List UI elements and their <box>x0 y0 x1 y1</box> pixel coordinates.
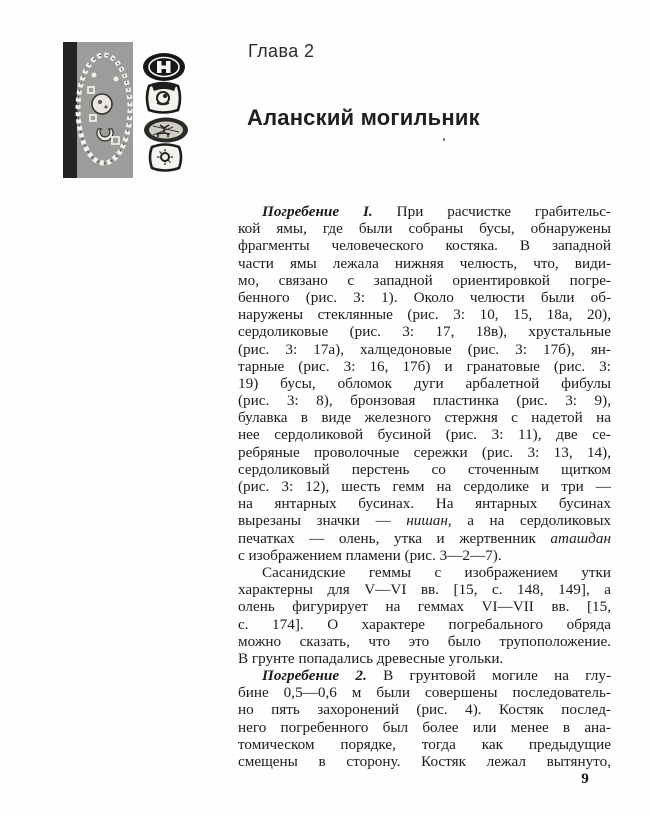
page-title: Аланский могильник <box>247 105 480 130</box>
text-segment: , а на сердоликовых <box>447 512 611 530</box>
text-segment: В грунтовой могиле на глу- <box>366 667 611 685</box>
text-line <box>238 220 611 237</box>
chapter-label: Глава 2 <box>248 41 315 61</box>
text-segment: сердоликовый перстень со сточенным щитком <box>238 460 611 478</box>
text-segment: аташдан <box>550 529 611 547</box>
text-segment: тарные (рис. 3: 16, 17б) и гранатовые (рис. 3: <box>238 357 611 375</box>
text-segment: булавка в виде железного стержня с надетой на <box>238 409 611 427</box>
seal-oval-icon <box>143 53 185 81</box>
text-segment: печатках — олень, утка и жертвенник <box>238 529 551 547</box>
text-line <box>238 701 611 718</box>
text-segment: Сасанидские геммы с изображением утки <box>262 563 611 581</box>
text-line <box>238 667 611 684</box>
text-segment: можно сказать, что это было трупоположение. <box>238 632 611 650</box>
text-line <box>238 272 611 289</box>
text-segment: него погребенного был более или менее в ана- <box>238 718 611 736</box>
text-segment: Погребение 2. <box>262 667 367 685</box>
text-line <box>238 633 611 650</box>
text-line <box>238 478 611 495</box>
text-segment: фрагменты человеческого костяка. В западной <box>238 237 611 255</box>
text-line <box>238 237 611 254</box>
text-segment: но пять захоронений (рис. 4). Костяк послед- <box>238 701 611 719</box>
text-segment: В грунте попадались древесные угольки. <box>238 649 504 667</box>
text-line <box>238 323 611 340</box>
text-segment: части ямы лежала нижняя челюсть, что, види- <box>238 254 611 272</box>
figure-dark-strip <box>63 42 79 178</box>
text-segment: При расчистке грабительс- <box>372 203 611 220</box>
text-segment: на янтарных бусинах. На янтарных бусинах <box>238 495 611 513</box>
text-segment: бенного (рис. 3: 1). Около челюсти были об- <box>238 288 611 306</box>
text-segment: нее сердоликовой бусиной (рис. 3: 11), две се- <box>238 426 611 444</box>
seal-sun-icon <box>150 145 181 171</box>
seal-square-icon <box>147 83 180 113</box>
text-line <box>238 616 611 633</box>
text-segment: нишан <box>406 512 448 530</box>
scan-speck <box>443 138 445 141</box>
text-line <box>238 650 611 667</box>
text-line <box>238 736 611 753</box>
text-segment: (рис. 3: 12), шесть гемм на сердолике и три — <box>238 478 611 495</box>
text-segment: наружены стеклянные (рис. 3: 10, 15, 18а, 20), <box>238 306 611 324</box>
text-segment: Погребение I. <box>262 203 373 220</box>
text-line <box>238 581 611 598</box>
text-segment: кой ямы, где были собраны бусы, обнаружены <box>238 220 611 238</box>
text-line <box>238 306 611 323</box>
paragraph <box>238 564 611 667</box>
text-line <box>238 203 611 220</box>
text-line <box>238 255 611 272</box>
text-segment: смещены в сторону. Костяк лежал вытянуто, <box>238 753 611 770</box>
text-segment: (рис. 3: 8), бронзовая пластинка (рис. 3: 9), <box>238 392 611 410</box>
paragraph <box>238 203 611 564</box>
text-line <box>238 289 611 306</box>
page-number: 9 <box>581 771 589 787</box>
text-segment: ребряные проволочные сережки (рис. 3: 13, 14), <box>238 443 611 461</box>
text-segment: (рис. 3: 17а), халцедоновые (рис. 3: 17б), ян- <box>238 340 611 358</box>
text-line <box>238 358 611 375</box>
paragraph <box>238 667 611 770</box>
text-line <box>238 564 611 581</box>
text-line <box>238 426 611 443</box>
text-segment: характерны для V—VI вв. [15, с. 148, 149], а <box>238 581 611 599</box>
text-line <box>238 495 611 512</box>
text-line <box>238 461 611 478</box>
text-segment: с. 174]. О характере погребального обряда <box>238 615 611 633</box>
text-segment: с изображением пламени (рис. 3—2—7). <box>238 546 502 564</box>
seal-deer-icon <box>144 118 188 143</box>
text-line <box>238 719 611 736</box>
text-line <box>238 530 611 547</box>
beads-and-seals-illustration <box>60 41 198 179</box>
chapter-figure <box>60 41 198 179</box>
text-line <box>238 684 611 701</box>
text-segment: томическом порядке, тогда как предыдущие <box>238 735 611 753</box>
text-segment: олень фигурирует на геммах VI—VII вв. [15, <box>238 598 611 616</box>
body-text <box>238 203 611 770</box>
text-line <box>238 444 611 461</box>
text-segment: вырезаны значки — <box>238 512 407 530</box>
text-line <box>238 375 611 392</box>
text-segment: сердоликовые (рис. 3: 17, 18в), хрустальные <box>238 323 611 341</box>
text-segment: бине 0,5—0,6 м были совершены последователь- <box>238 684 611 702</box>
text-line <box>238 753 611 770</box>
text-line <box>238 598 611 615</box>
text-line <box>238 512 611 529</box>
text-line <box>238 409 611 426</box>
text-segment: 19) бусы, обломок дуги арбалетной фибулы <box>238 374 611 392</box>
text-segment: мо, связано с западной ориентировкой погре- <box>238 271 611 289</box>
text-line <box>238 547 611 564</box>
text-line <box>238 341 611 358</box>
text-line <box>238 392 611 409</box>
